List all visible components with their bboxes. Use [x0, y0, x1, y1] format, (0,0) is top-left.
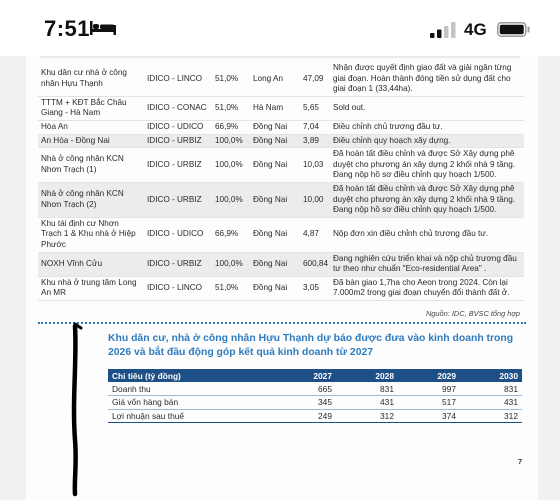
financial-value: 431: [336, 396, 398, 410]
project-name: Khu tái định cư Nhơn Trạch 1 & Khu nhà ở Hiệp Phước: [38, 217, 144, 252]
project-developer: IDICO - URBIZ: [144, 182, 212, 217]
project-name: Hòa An: [38, 120, 144, 134]
project-location: Đồng Nai: [250, 120, 300, 134]
financial-value: 345: [274, 396, 336, 410]
financial-row: [108, 409, 522, 423]
financial-value: 665: [274, 382, 336, 396]
project-name: Khu nhà ở trung tâm Long An MR: [38, 276, 144, 300]
project-ownership: 100,0%: [212, 148, 250, 183]
financial-row-label: Doanh thu: [108, 382, 274, 396]
project-status: Đã bàn giao 1,7ha cho Aeon trong 2024. Còn lại 7.000m2 trong giai đoạn chuyển đổi thành đất ở.: [330, 276, 524, 300]
financial-value: 312: [336, 409, 398, 423]
financial-row: [108, 382, 522, 396]
financial-value: 374: [398, 409, 460, 423]
signal-icon: [430, 22, 456, 38]
project-status: Điều chỉnh quy hoạch xây dựng.: [330, 134, 524, 148]
status-time: 7:51: [44, 16, 91, 41]
financial-row: [108, 396, 522, 410]
project-row: [38, 148, 524, 183]
project-ownership: 51,0%: [212, 96, 250, 120]
project-status: Nhận được quyết định giao đất và giải ngân từng giai đoạn. Hoàn thành đóng tiền sử dụng đất cho giai đoạn 1 (33,44ha).: [330, 62, 524, 96]
bed-icon: [90, 21, 116, 35]
project-location: Đồng Nai: [250, 182, 300, 217]
project-ownership: 51,0%: [212, 276, 250, 300]
project-ownership: 51,0%: [212, 62, 250, 96]
project-status: Đã hoàn tất điều chỉnh và được Sở Xây dựng phê duyệt cho phương án xây dựng 2 khối nhà 9 tầng. Đang nộp hồ sơ điều chỉnh quy hoạch 1/500.: [330, 182, 524, 217]
financial-value: 517: [398, 396, 460, 410]
project-area: 7,04: [300, 120, 330, 134]
project-location: Đồng Nai: [250, 148, 300, 183]
projects-table: [38, 62, 524, 301]
project-developer: IDICO - UDICO: [144, 120, 212, 134]
project-area: 4,87: [300, 217, 330, 252]
financial-header-year: 2030: [460, 369, 522, 382]
project-name: Khu dân cư nhà ở công nhân Hựu Thạnh: [38, 62, 144, 96]
project-developer: IDICO - LINCO: [144, 62, 212, 96]
project-name: Nhà ở công nhân KCN Nhơn Trạch (2): [38, 182, 144, 217]
project-row: [38, 120, 524, 134]
project-area: 3,05: [300, 276, 330, 300]
financial-row-label: Giá vốn hàng bán: [108, 396, 274, 410]
page-number: 7: [518, 459, 522, 466]
project-developer: IDICO - UDICO: [144, 217, 212, 252]
financial-value: 431: [460, 396, 522, 410]
project-developer: IDICO - URBIZ: [144, 252, 212, 276]
financial-header-label: Chỉ tiêu (tỷ đồng): [108, 369, 274, 382]
project-area: 10,03: [300, 148, 330, 183]
project-location: Đồng Nai: [250, 134, 300, 148]
financial-value: 997: [398, 382, 460, 396]
project-row: [38, 217, 524, 252]
document-page[interactable]: [26, 56, 538, 500]
financial-value: 831: [336, 382, 398, 396]
project-developer: IDICO - URBIZ: [144, 148, 212, 183]
financial-header-year: 2028: [336, 369, 398, 382]
project-row: [38, 276, 524, 300]
project-row: [38, 134, 524, 148]
project-ownership: 100,0%: [212, 252, 250, 276]
financial-header-row: [108, 369, 522, 382]
financial-value: 249: [274, 409, 336, 423]
status-bar: [0, 0, 560, 56]
project-status: Đã hoàn tất điều chỉnh và được Sở Xây dựng phê duyệt cho phương án xây dựng 2 khối nhà 9 tầng. Đang nộp hồ sơ điều chỉnh quy hoạch 1/500.: [330, 148, 524, 183]
project-area: 3,89: [300, 134, 330, 148]
project-developer: IDICO - URBIZ: [144, 134, 212, 148]
source-note: Nguồn: IDC, BVSC tổng hợp: [425, 309, 520, 318]
project-name: Nhà ở công nhân KCN Nhơn Trạch (1): [38, 148, 144, 183]
project-row: [38, 62, 524, 96]
project-area: 5,65: [300, 96, 330, 120]
project-developer: IDICO - LINCO: [144, 276, 212, 300]
project-row: [38, 182, 524, 217]
project-area: 47,09: [300, 62, 330, 96]
pen-mark-icon: [64, 320, 86, 500]
project-location: Đồng Nai: [250, 217, 300, 252]
financial-forecast-table: [108, 369, 522, 423]
section-title: Khu dân cư, nhà ở công nhân Hựu Thạnh dự báo được đưa vào kinh doanh trong 2026 và bắt đầu động góp kết quả kinh doanh từ 2027: [108, 333, 514, 358]
project-location: Đồng Nai: [250, 252, 300, 276]
project-ownership: 66,9%: [212, 120, 250, 134]
project-ownership: 100,0%: [212, 134, 250, 148]
network-label: 4G: [464, 20, 487, 39]
project-location: Long An: [250, 62, 300, 96]
project-name: NOXH Vĩnh Cửu: [38, 252, 144, 276]
battery-icon: [497, 22, 530, 37]
project-name: TTTM + KĐT Bắc Châu Giang - Hà Nam: [38, 96, 144, 120]
project-row: [38, 96, 524, 120]
project-location: Hà Nam: [250, 96, 300, 120]
financial-row-label: Lợi nhuận sau thuế: [108, 409, 274, 423]
project-area: 10,00: [300, 182, 330, 217]
project-ownership: 66,9%: [212, 217, 250, 252]
project-status: Đang nghiên cứu triển khai và nộp chủ trương đầu tư theo như chuẩn "Eco-residential Area" .: [330, 252, 524, 276]
project-status: Điều chỉnh chủ trương đầu tư.: [330, 120, 524, 134]
project-row: [38, 252, 524, 276]
project-ownership: 100,0%: [212, 182, 250, 217]
project-developer: IDICO - CONAC: [144, 96, 212, 120]
project-name: An Hòa - Đồng Nai: [38, 134, 144, 148]
project-status: Sold out.: [330, 96, 524, 120]
financial-value: 831: [460, 382, 522, 396]
project-location: Đồng Nai: [250, 276, 300, 300]
section-divider: [38, 322, 526, 324]
financial-header-year: 2029: [398, 369, 460, 382]
financial-header-year: 2027: [274, 369, 336, 382]
financial-value: 312: [460, 409, 522, 423]
project-status: Nộp đơn xin điều chỉnh chủ trương đầu tư.: [330, 217, 524, 252]
project-area: 600,84: [300, 252, 330, 276]
